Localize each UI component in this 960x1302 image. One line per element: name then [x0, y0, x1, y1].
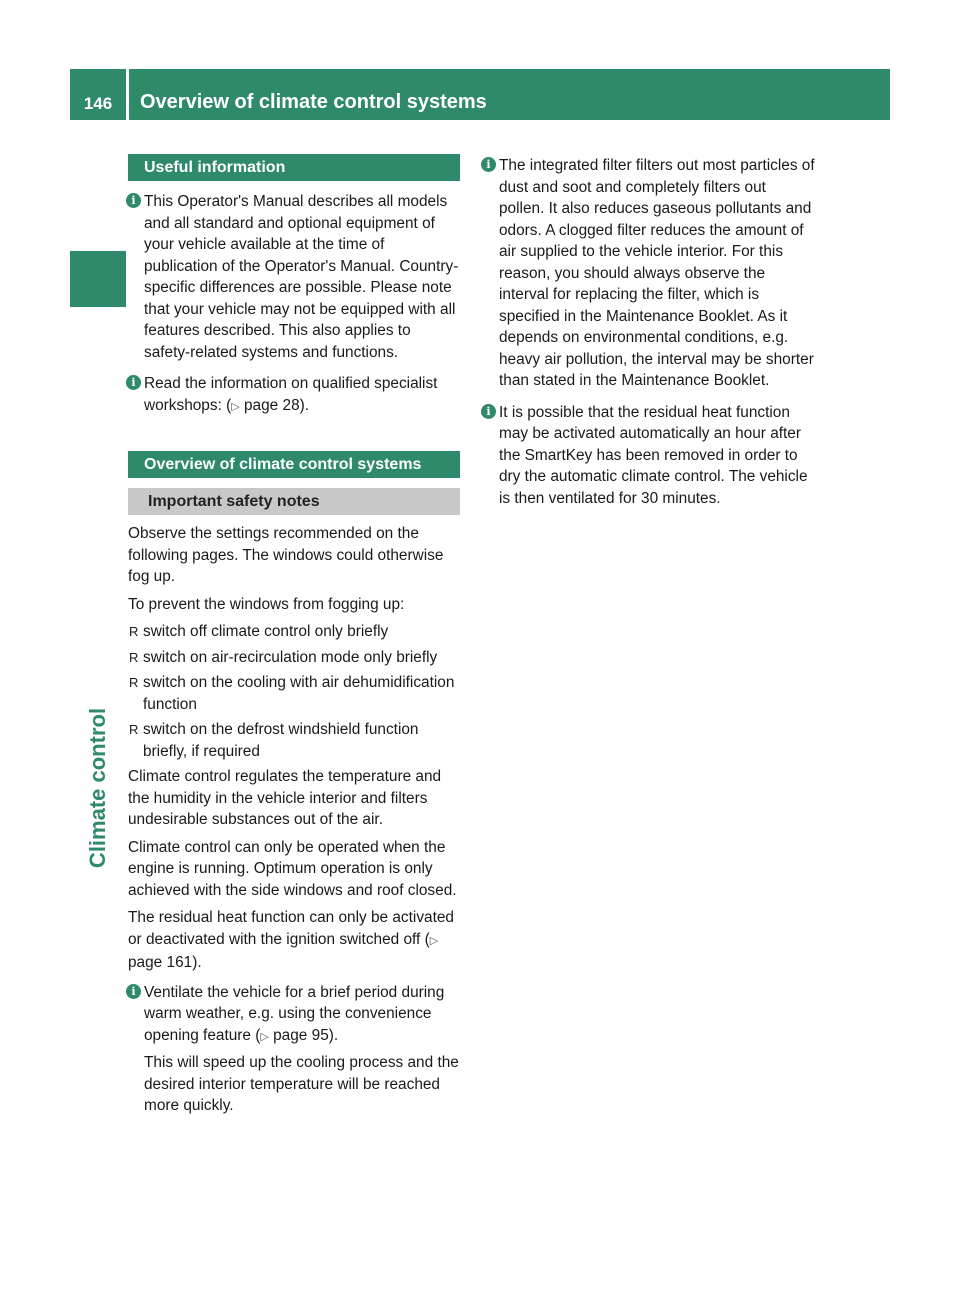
list-item: R switch on air-recirculation mode only briefly — [128, 647, 460, 669]
page-number: 146 — [83, 94, 113, 113]
list-item: R switch off climate control only briefly — [128, 621, 460, 643]
paragraph: Climate control can only be operated when the engine is running. Optimum operation is only achieved with the side windows and roof closed. — [128, 838, 457, 899]
paragraph: The residual heat function can only be activated or deactivated with the ignition switched off (▷ page 161). — [128, 909, 454, 971]
info-icon: i — [126, 984, 141, 999]
safety-notes-heading: Important safety notes — [128, 488, 460, 515]
info-note — [483, 402, 815, 510]
info-note — [128, 373, 460, 418]
page-reference-link[interactable]: page 95). — [273, 1026, 339, 1044]
info-note — [128, 191, 460, 363]
page-title: Overview of climate control systems — [140, 91, 487, 113]
info-icon: i — [126, 375, 141, 390]
list-item: R switch on the cooling with air dehumidification function — [129, 674, 455, 713]
info-note-text: It is possible that the residual heat function may be activated automatically an hour after the SmartKey has been removed in order to dry the automatic climate control. The vehicle is then ventilated for 30 minutes. — [499, 403, 808, 507]
page-reference-link[interactable]: page 161). — [128, 954, 202, 971]
chapter-side-label-text: Climate control — [85, 707, 110, 869]
overview-section-heading: Overview of climate control systems — [128, 451, 460, 478]
chapter-side-label — [78, 638, 118, 938]
info-note — [483, 155, 815, 392]
paragraph: Climate control regulates the temperature and the humidity in the vehicle interior and filters undesirable substances out of the air. — [128, 768, 442, 828]
right-column — [483, 155, 815, 519]
info-icon: i — [481, 157, 496, 172]
useful-information-heading: Useful information — [128, 154, 460, 181]
bullet-icon: R — [129, 675, 139, 690]
left-column — [128, 154, 460, 1127]
bullet-icon: R — [129, 624, 139, 639]
chapter-tab-marker — [70, 251, 126, 307]
info-note-continuation: This will speed up the cooling process and the desired interior temperature will be reached more quickly. — [144, 1054, 459, 1114]
info-icon: i — [126, 193, 141, 208]
paragraph: To prevent the windows from fogging up: — [128, 595, 405, 613]
info-note-text: Read the information on qualified specialist workshops: ( — [144, 375, 438, 414]
list-item: R switch on the defrost windshield function briefly, if required — [129, 721, 419, 760]
info-note: i Ventilate the vehicle for a brief period during warm weather, e.g. using the convenience opening feature (▷ page 95). This will speed up the cooling process and the desired interior temperature will be reached more quickly. — [128, 982, 460, 1117]
header-divider — [126, 69, 129, 120]
info-note-text: The integrated filter filters out most particles of dust and soot and completely filters out pollen. It also reduces gaseous pollutants and odors. A clogged filter reduces the amount of air supplied to the vehicle interior. For this reason, you should always observe the interval for replacing the filter, which is specified in the Maintenance Booklet. As it depends on environmental conditions, e.g. heavy air pollution, the interval may be shorter than stated in the Maintenance Booklet. — [499, 157, 815, 389]
bullet-list — [128, 621, 460, 762]
page-arrow-icon: ▷ — [231, 400, 240, 413]
info-icon: i — [481, 404, 496, 419]
page-arrow-icon: ▷ — [260, 1030, 269, 1043]
bullet-icon: R — [129, 649, 139, 665]
info-note-text: This Operator's Manual describes all models and all standard and optional equipment of your vehicle available at the time of publication of the Operator's Manual. Country-specific differences are possible. Please note that your vehicle may not be equipped with all features described. This also applies to safety-related systems and functions. — [144, 193, 459, 361]
bullet-icon: R — [129, 722, 139, 737]
page-reference-link[interactable]: page 28). — [244, 396, 310, 414]
paragraph: Observe the settings recommended on the following pages. The windows could otherwise fog up. — [128, 525, 444, 585]
page-arrow-icon: ▷ — [429, 934, 439, 947]
